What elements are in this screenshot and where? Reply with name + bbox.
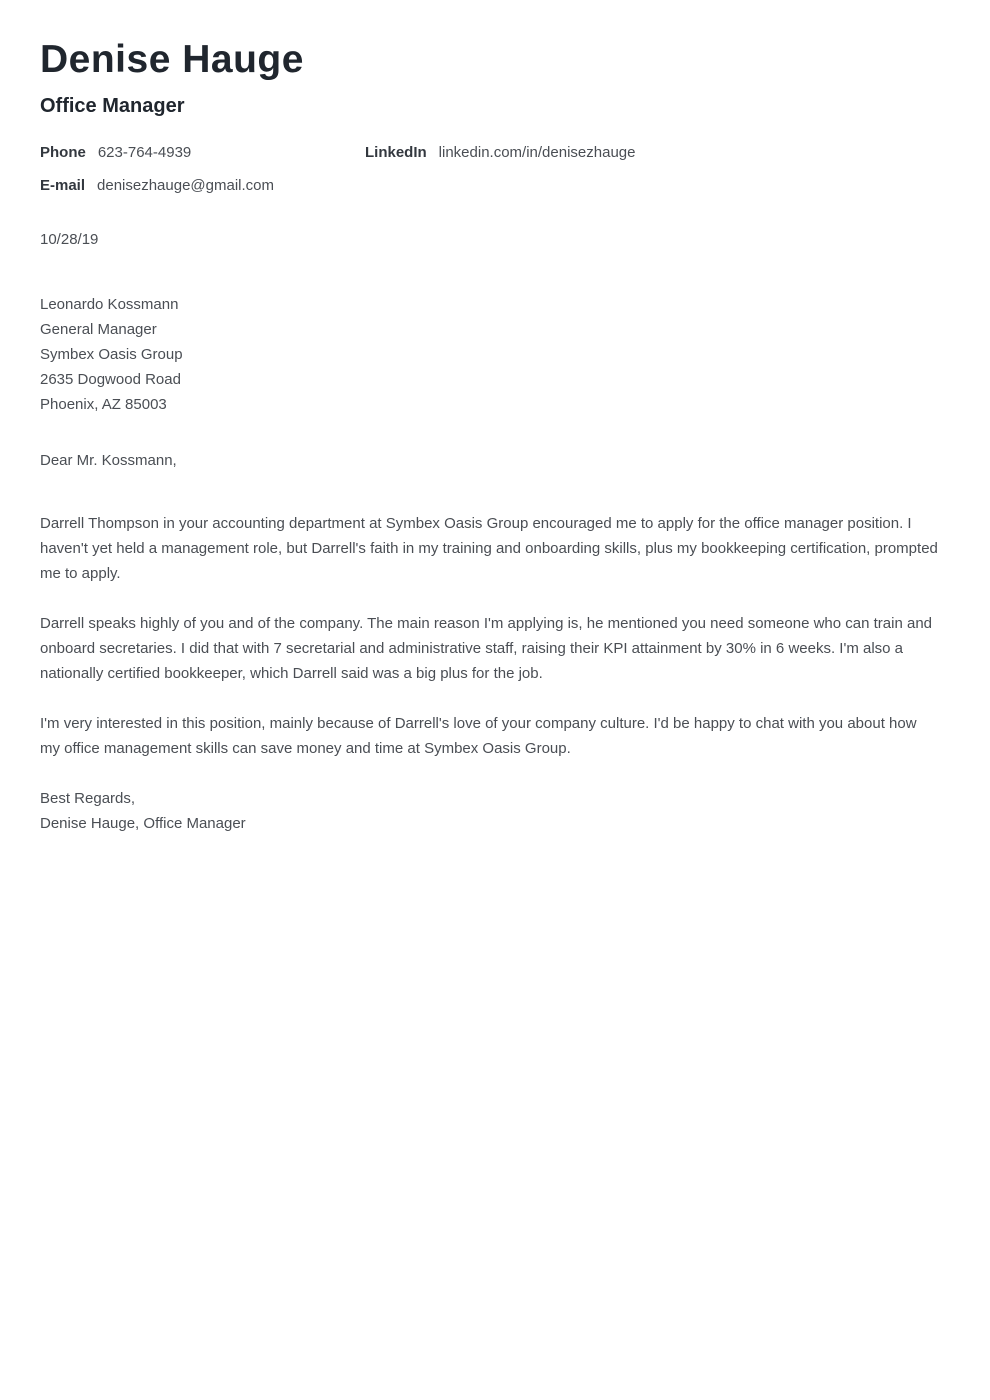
contact-email: [40, 177, 365, 194]
recipient-title: General Manager: [40, 320, 157, 338]
body-paragraph: I'm very interested in this position, mainly because of Darrell's love of your company culture. I'd be happy to chat with you about how my office management skills can save money and time at Symbex Oasis Group.: [40, 714, 917, 757]
recipient-name: Leonardo Kossmann: [40, 295, 179, 313]
recipient-city: Phoenix, AZ 85003: [40, 395, 167, 413]
job-title: Office Manager: [40, 94, 185, 117]
recipient-block: [40, 292, 940, 417]
linkedin-label: LinkedIn: [365, 143, 427, 161]
recipient-street: 2635 Dogwood Road: [40, 370, 181, 388]
salutation: Dear Mr. Kossmann,: [40, 451, 177, 469]
phone-label: Phone: [40, 143, 86, 161]
body-paragraph: Darrell speaks highly of you and of the company. The main reason I'm applying is, he mentioned you need someone who can train and onboard secretaries. I did that with 7 secretarial and administrative staff, raising their KPI attainment by 30% in 6 weeks. I'm also a nationally certified bookkeeper, which Darrell said was a big plus for the job.: [40, 614, 933, 682]
letter-date: 10/28/19: [40, 230, 99, 248]
page-title: Denise Hauge: [40, 38, 304, 81]
email-label: E-mail: [40, 176, 86, 194]
recipient-company: Symbex Oasis Group: [40, 345, 183, 363]
closing-phrase: Best Regards,: [40, 789, 136, 807]
letter-body: [40, 511, 940, 761]
contact-phone: [40, 144, 365, 161]
signature-line: Denise Hauge, Office Manager: [40, 814, 246, 832]
phone-value: 623-764-4939: [97, 143, 192, 161]
linkedin-value: linkedin.com/in/denisezhauge: [438, 143, 636, 161]
contact-linkedin: [365, 144, 940, 161]
body-paragraph: Darrell Thompson in your accounting department at Symbex Oasis Group encouraged me to apply for the office manager position. I haven't yet held a management role, but Darrell's faith in my training and onboarding skills, plus my bookkeeping certification, prompted me to apply.: [40, 514, 938, 582]
closing-block: [40, 786, 940, 836]
contact-section: [40, 144, 940, 194]
email-value: denisezhauge@gmail.com: [97, 176, 275, 194]
